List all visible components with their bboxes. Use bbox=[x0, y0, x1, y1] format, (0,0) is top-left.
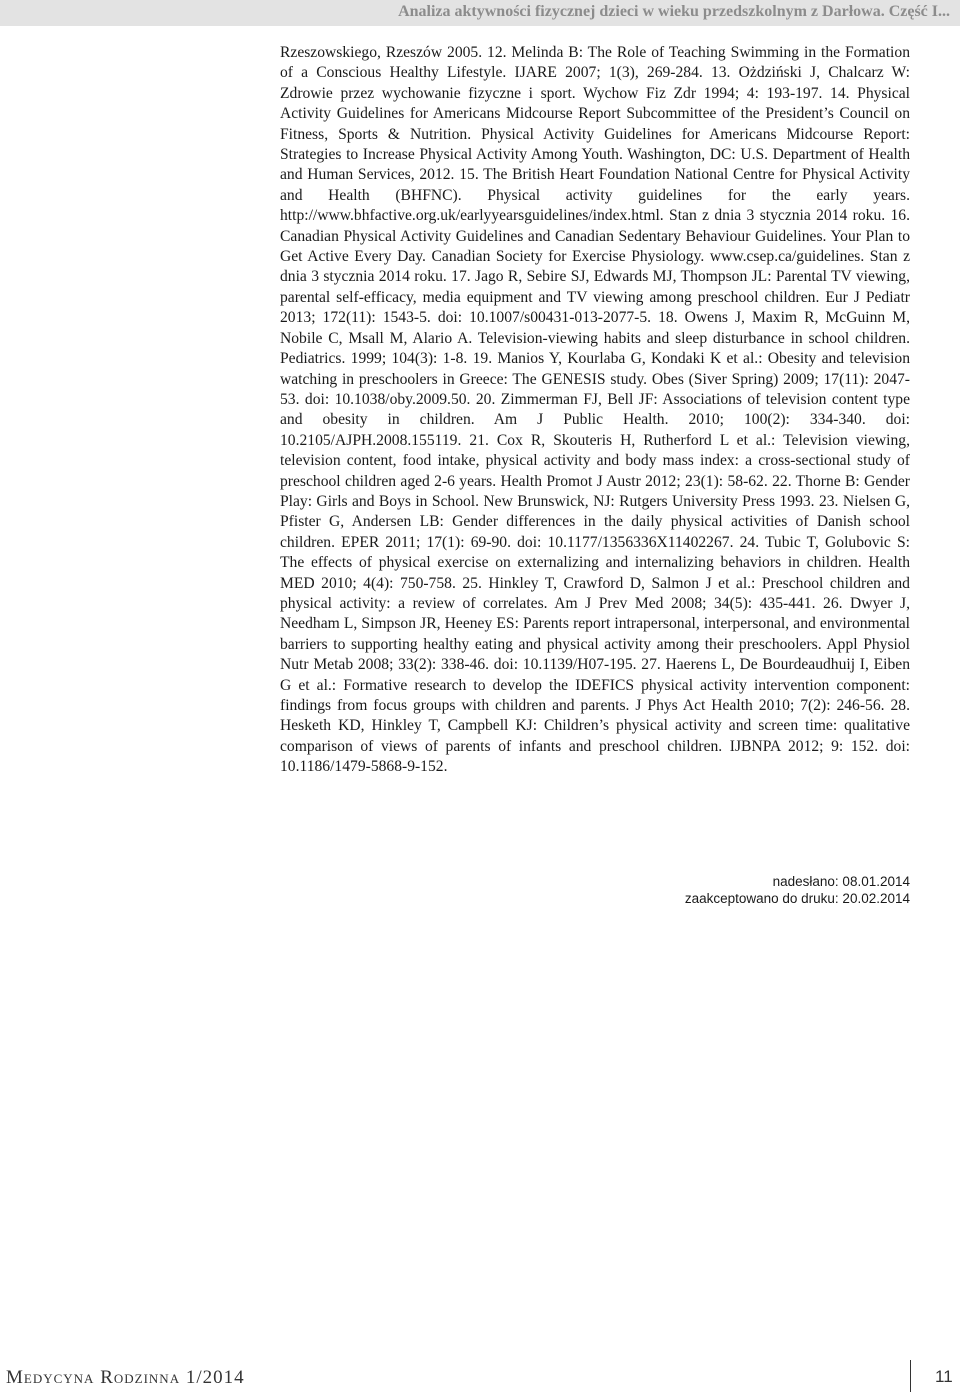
reference-item: 22. Thorne B: Gender Play: Girls and Boys in School. New Brunswick, NJ: Rutgers University Press 1993. bbox=[280, 472, 911, 510]
reference-item: 19. Manios Y, Kourlaba G, Kondaki K et al.: Obesity and television watching in preschoolers in Greece: The GENESIS study. Obes (Siver Spring) 2009; 17(11): 2047-53. doi: 10.1038/oby.2009.50. bbox=[280, 350, 910, 408]
reference-item: 14. Physical Activity Guidelines for Americans Midcourse Report Subcommittee of the President’s Council on Fitness, Sports & Nutrition. Physical Activity Guidelines for Americans Midcourse Report: Strategies to Increase Physical Activity Among Youth. Washington, DC: U.S. Department of Health and Human Services, 2012. bbox=[280, 84, 910, 184]
reference-item: 20. Zimmerman FJ, Bell JF: Associations of television content type and obesity in children. Am J Public Health. 2010; 100(2): 334-340. doi: 10.2105/AJPH.2008.155119. bbox=[280, 390, 911, 449]
running-header bbox=[0, 0, 960, 26]
reference-item: Rzeszowskiego, Rzeszów 2005. 12. Melinda B: The Role of Teaching Swimming in the Formation of a Conscious Healthy Lifestyle. IJARE 2007; 1(3), 269-284. 13. Ożdziński J, Chalcarz W: Zdrowie przez wychowanie fizyczne i sport. Wychow Fiz Zdr 1994; 4: 193-197. bbox=[280, 44, 910, 102]
reference-item: 27. Haerens L, De Bourdeaudhuij I, Eiben G et al.: Formative research to develop the IDEFICS physical activity intervention component: findings from focus groups with children and parents. J Phys Act Health 2010; 7(2): 246-56. bbox=[280, 656, 910, 714]
submission-dates bbox=[685, 873, 910, 907]
reference-item: 25. Hinkley T, Crawford D, Salmon J et al.: Preschool children and physical activity: a review of correlates. Am J Prev Med 2008; 34(5): 435-441. bbox=[280, 574, 910, 612]
page-number: 11 bbox=[935, 1367, 953, 1386]
journal-name: Medycyna Rodzinna 1/2014 bbox=[6, 1367, 245, 1388]
reference-list bbox=[280, 43, 910, 778]
reference-item: 16. Canadian Physical Activity Guidelines and Canadian Sedentary Behaviour Guidelines. Your Plan to Get Active Every Day. Canadian Society for Exercise Physiology. www.csep.ca/guidelines. Stan z dnia 3 stycznia 2014 roku. bbox=[280, 207, 910, 286]
reference-item: 28. Hesketh KD, Hinkley T, Campbell KJ: Children’s physical activity and screen time: qualitative comparison of views of parents of infants and preschool children. IJBNPA 2012; 9: 152. doi: 10.1186/1479-5868-9-152. bbox=[280, 697, 910, 776]
reference-item: 17. Jago R, Sebire SJ, Edwards MJ, Thompson JL: Parental TV viewing, parental self-efficacy, media equipment and TV viewing among preschool children. Eur J Pediatr 2013; 172(11): 1543-5. doi: 10.1007/s00431-013-2077-5. bbox=[280, 268, 911, 327]
reference-item: 15. The British Heart Foundation National Centre for Physical Activity and Health (BHFNC). Physical activity guidelines for the early years. http://www.bhfactive.org.uk/earlyyearsguidelines/index.html. Stan z dnia 3 stycznia 2014 roku. bbox=[280, 166, 910, 225]
reference-item: 24. Tubic T, Golubovic S: The effects of physical exercise on externalizing and internalizing behaviors in children. Health MED 2010; 4(4): 750-758. bbox=[280, 533, 910, 592]
footer-divider bbox=[910, 1360, 911, 1392]
reference-item: 23. Nielsen G, Pfister G, Andersen LB: Gender differences in the daily physical activities of Danish school children. EPER 2011; 17(1): 69-90. doi: 10.1177/1356336X11402267. bbox=[280, 492, 910, 551]
received-date: nadesłano: 08.01.2014 bbox=[772, 874, 910, 889]
accepted-date: zaakceptowano do druku: 20.02.2014 bbox=[684, 891, 910, 906]
reference-item: 26. Dwyer J, Needham L, Simpson JR, Heeney ES: Parents report intrapersonal, interpersonal, and environmental barriers to supporting healthy eating and physical activity among their preschoolers. Appl Physiol Nutr Metab 2008; 33(2): 338-46. doi: 10.1139/H07-195. bbox=[280, 594, 910, 674]
running-title: Analiza aktywności fizycznej dzieci w wieku przedszkolnym z Darłowa. Część I... bbox=[398, 3, 950, 20]
reference-item: 21. Cox R, Skouteris H, Rutherford L et al.: Television viewing, television content, food intake, physical activity and body mass index: a cross-sectional study of preschool children aged 2-6 years. Health Promot J Austr 2012; 23(1): 58-62. bbox=[280, 431, 910, 490]
reference-item: 18. Owens J, Maxim R, McGuinn M, Nobile C, Msall M, Alario A. Television-viewing habits and sleep disturbance in school children. Pediatrics. 1999; 104(3): 1-8. bbox=[280, 309, 910, 368]
